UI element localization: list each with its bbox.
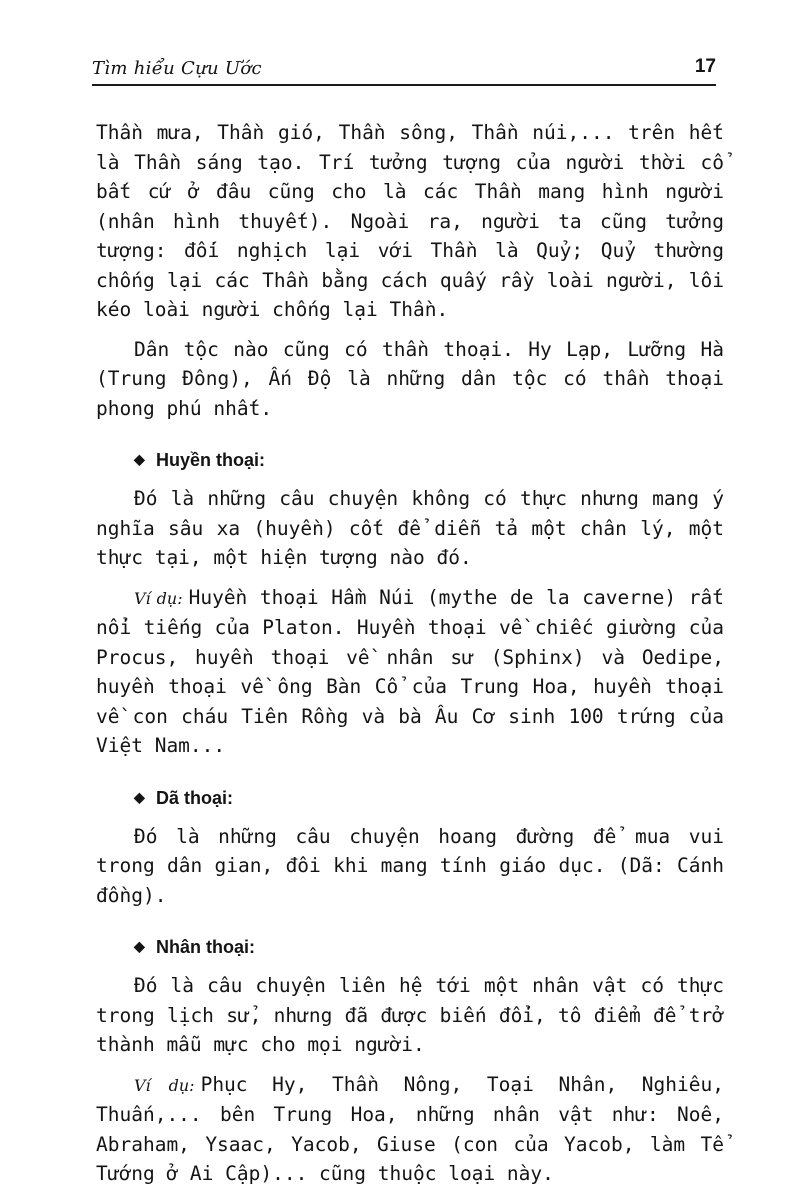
- definition-da-thoai: Đó là những câu chuyện hoang đường để mua vui trong dân gian, đôi khi mang tính giáo dục. (Dã: Cánh đồng).: [96, 824, 724, 907]
- header-rule: [92, 84, 716, 86]
- section-heading-label: Nhân thoại:: [156, 937, 255, 957]
- section-heading-label: Huyền thoại:: [156, 450, 266, 470]
- diamond-bullet-icon: ◆: [134, 938, 145, 954]
- example-huyen-thoai: [96, 583, 724, 761]
- example-nhan-thoai: [96, 1070, 724, 1189]
- definition-nhan-thoai: Đó là câu chuyện liên hệ tới một nhân vật có thực trong lịch sử, nhưng đã được biến đổi, tô điểm để trở thành mẫu mực cho mọi người.: [96, 974, 724, 1056]
- section-heading-nhan-thoai: [134, 932, 724, 961]
- diamond-bullet-icon: ◆: [134, 451, 145, 467]
- section-heading-huyen-thoai: [134, 445, 724, 474]
- definition-huyen-thoai: Đó là những câu chuyện không có thực nhưng mang ý nghĩa sâu xa (huyền) cốt để diễn tả một chân lý, một thực tại, một hiện tượng nào đó.: [96, 487, 724, 569]
- running-title: Tìm hiểu Cựu Ước: [92, 58, 262, 79]
- page-number: 17: [694, 56, 716, 77]
- paragraph-gods: Thần mưa, Thần gió, Thần sông, Thần núi,... trên hết là Thần sáng tạo. Trí tưởng tượng của người thời cổ bất cứ ở đâu cũng cho là các Thần mang hình người (nhân hình thuyết). Ngoài ra, người ta cũng tưởng tượng: đối nghịch lại với Thần là Quỷ; Quỷ thường chống lại các Thần bằng cách quấy rầy loài người, lôi kéo loài người chống lại Thần.: [96, 121, 724, 321]
- paragraph-mythology-peoples: Dân tộc nào cũng có thần thoại. Hy Lạp, Lưỡng Hà (Trung Đông), Ấn Độ là những dân tộc có thần thoại phong phú nhất.: [96, 337, 724, 420]
- page-header: [92, 52, 716, 86]
- page-body: [96, 118, 724, 1189]
- example-label: Ví dụ:: [134, 588, 183, 608]
- example-label: Ví dụ:: [134, 1075, 195, 1095]
- diamond-bullet-icon: ◆: [134, 788, 145, 805]
- section-heading-da-thoai: [134, 783, 724, 812]
- example-text: Phục Hy, Thần Nông, Toại Nhân, Nghiêu, Thuấn,... bên Trung Hoa, những nhân vật như: Noê, Abraham, Ysaac, Yacob, Giuse (con của Yacob, làm Tể Tướng ở Ai Cập)... cũng thuộc loại này.: [96, 1072, 724, 1185]
- section-heading-label: Dã thoại:: [156, 787, 234, 808]
- example-text: Huyền thoại Hầm Núi (mythe de la caverne) rất nổi tiếng của Platon. Huyền thoại về chiếc giường của Procus, huyền thoại về nhân sư (Sphinx) và Oedipe, huyền thoại về ông Bàn Cổ của Trung Hoa, huyền thoại về con cháu Tiên Rồng và bà Âu Cơ sinh 100 trứng của Việt Nam...: [96, 585, 724, 757]
